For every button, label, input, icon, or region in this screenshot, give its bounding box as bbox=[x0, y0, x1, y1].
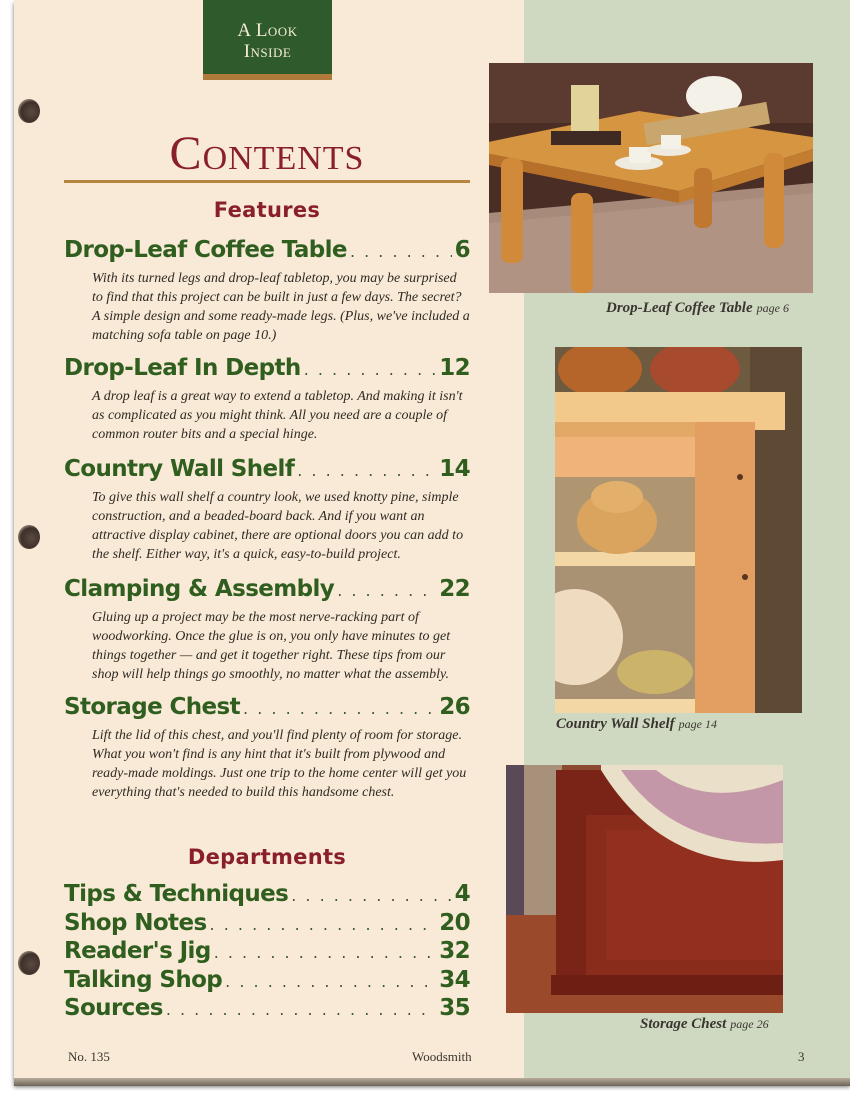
page-number: 3 bbox=[798, 1049, 805, 1064]
caption-page: page 6 bbox=[756, 301, 789, 315]
entry-title: Sources bbox=[64, 995, 163, 1021]
entry-title: Drop-Leaf In Depth bbox=[64, 355, 301, 381]
magazine-name: Woodsmith bbox=[412, 1049, 472, 1064]
binder-hole-icon bbox=[18, 525, 40, 549]
toc-entry[interactable] bbox=[64, 354, 470, 444]
dot-leader bbox=[304, 356, 436, 384]
coffee-table-photo bbox=[489, 63, 813, 293]
entry-page: 26 bbox=[439, 694, 470, 720]
entry-page: 20 bbox=[439, 909, 470, 936]
entry-description: To give this wall shelf a country look, we used knotty pine, simple construction, and a beaded-board back. And if you want an attractive display cabinet, there are optional doors you can add to the shelf. Either way, it's a quick, easy-to-build project. bbox=[92, 490, 464, 562]
photo-caption bbox=[556, 716, 717, 733]
photo-caption bbox=[640, 1016, 769, 1033]
page-title: Contents bbox=[169, 127, 365, 180]
entry-page: 14 bbox=[439, 456, 470, 482]
storage-chest-photo bbox=[506, 765, 783, 1013]
entry-title: Drop-Leaf Coffee Table bbox=[64, 237, 347, 263]
issue-number: No. 135 bbox=[68, 1049, 110, 1064]
entry-description: Lift the lid of this chest, and you'll find plenty of room for storage. What you won't find is any hint that it's built from plywood and ready-made moldings. Just one trip to the home center will get you everything that's needed to build this handsome chest. bbox=[92, 728, 467, 800]
page-bottom-edge bbox=[14, 1078, 850, 1086]
entry-page: 6 bbox=[454, 237, 470, 263]
dot-leader bbox=[243, 695, 436, 723]
binder-hole-icon bbox=[18, 951, 40, 975]
departments-heading: Departments bbox=[187, 845, 347, 869]
caption-title: Drop-Leaf Coffee Table bbox=[606, 300, 753, 316]
entry-title: Country Wall Shelf bbox=[64, 456, 295, 482]
entry-page: 22 bbox=[439, 576, 470, 602]
dot-leader bbox=[291, 882, 451, 910]
department-list bbox=[64, 881, 470, 1024]
entry-page: 34 bbox=[439, 966, 470, 993]
entry-title: Shop Notes bbox=[64, 909, 207, 936]
dot-leader bbox=[297, 457, 436, 485]
dot-leader bbox=[350, 238, 452, 266]
entry-title: Reader's Jig bbox=[64, 938, 211, 964]
entry-page: 12 bbox=[439, 355, 470, 381]
department-entry[interactable] bbox=[64, 910, 470, 939]
dot-leader bbox=[214, 939, 437, 967]
entry-title: Talking Shop bbox=[64, 966, 223, 993]
caption-title: Storage Chest bbox=[640, 1016, 727, 1032]
caption-page: page 14 bbox=[678, 717, 717, 731]
toc-entry[interactable] bbox=[64, 693, 470, 802]
entry-page: 4 bbox=[454, 881, 470, 907]
department-entry[interactable] bbox=[64, 938, 470, 967]
entry-description: With its turned legs and drop-leaf tabletop, you may be surprised to find that this project can be built in just a few days. The secret? A simple design and some ready-made legs. (Plus, we've included a matching sofa table on page 10.) bbox=[92, 271, 470, 343]
department-entry[interactable] bbox=[64, 967, 470, 996]
entry-page: 35 bbox=[439, 995, 470, 1021]
entry-title: Clamping & Assembly bbox=[64, 576, 335, 602]
binder-hole-icon bbox=[18, 99, 40, 123]
entry-description: A drop leaf is a great way to extend a tabletop. And making it isn't as complicated as you might think. All you need are a couple of common router bits and a special hinge. bbox=[92, 389, 463, 442]
dot-leader bbox=[337, 577, 436, 605]
tab-line-1: A Look bbox=[237, 20, 298, 41]
entry-description: Gluing up a project may be the most nerve-racking part of woodworking. Once the glue is on, you only have minutes to get things together — and get it together right. These tips from our shop will help things go smoothly, no matter what the assembly. bbox=[92, 610, 451, 682]
section-tab bbox=[203, 0, 332, 80]
dot-leader bbox=[166, 996, 436, 1024]
department-entry[interactable] bbox=[64, 881, 470, 910]
department-entry[interactable] bbox=[64, 995, 470, 1024]
caption-title: Country Wall Shelf bbox=[556, 716, 675, 732]
caption-page: page 26 bbox=[730, 1017, 769, 1031]
entry-page: 32 bbox=[439, 938, 470, 964]
entry-title: Tips & Techniques bbox=[64, 881, 289, 907]
dot-leader bbox=[210, 911, 437, 939]
toc-entry[interactable] bbox=[64, 455, 470, 564]
toc-entry[interactable] bbox=[64, 236, 470, 345]
entry-title: Storage Chest bbox=[64, 694, 241, 720]
title-divider bbox=[64, 180, 470, 183]
dot-leader bbox=[225, 968, 436, 996]
features-heading: Features bbox=[213, 198, 321, 222]
photo-caption bbox=[606, 300, 789, 317]
wall-shelf-photo bbox=[555, 347, 802, 713]
tab-line-2: Inside bbox=[243, 41, 292, 62]
toc-entry[interactable] bbox=[64, 575, 470, 684]
